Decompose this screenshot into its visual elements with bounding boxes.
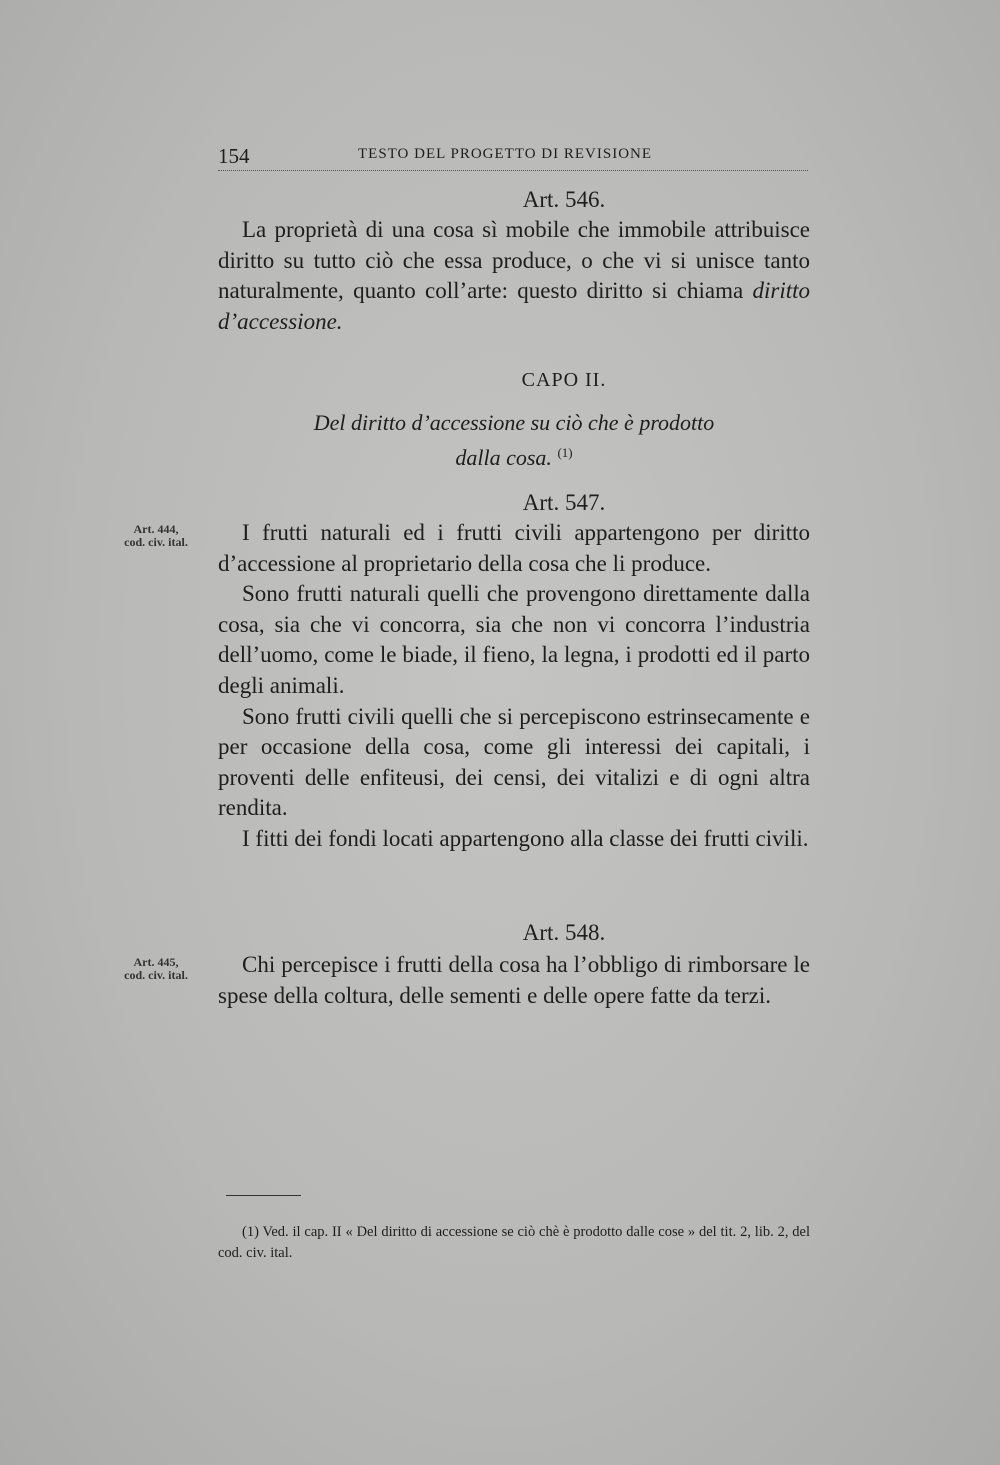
article-547-margin-note — [96, 523, 216, 549]
page-header — [218, 140, 808, 171]
chapter-subtitle-line1: Del diritto d’accessione su ciò che è prodotto — [313, 410, 715, 435]
margin-note-code: cod. civ. ital. — [124, 968, 188, 982]
chapter-subtitle-line2 — [218, 438, 810, 473]
margin-note-code: cod. civ. ital. — [124, 535, 188, 549]
chapter-heading: CAPO II. — [521, 369, 607, 391]
article-546-paragraph — [218, 215, 810, 337]
article-547-body — [218, 518, 810, 855]
article-546-heading: Art. 546. — [522, 187, 606, 212]
article-546-body — [218, 215, 810, 337]
running-title: TESTO DEL PROGETTO DI REVISIONE — [358, 146, 653, 162]
article-547-heading: Art. 547. — [522, 490, 606, 515]
footnote-reference: (1) — [557, 445, 573, 460]
footnote-separator — [226, 1195, 301, 1196]
article-547-paragraph-4: I fitti dei fondi locati appartengono alla classe dei frutti civili. — [242, 825, 809, 851]
article-546-term: diritto d’accessione. — [218, 278, 810, 334]
footnote — [218, 1222, 810, 1264]
article-547-paragraph-3: Sono frutti civili quelli che si percepiscono estrinsecamente e per occasione della cosa, come gli interessi dei capitali, i proventi delle enfiteusi, dei censi, dei vitalizi e di ogni altra rendita. — [218, 703, 810, 821]
margin-note-ref: Art. 444, — [133, 522, 179, 536]
article-548-heading: Art. 548. — [522, 920, 606, 945]
article-547-paragraph-1: I frutti naturali ed i frutti civili appartengono per diritto d’accessione al proprietario della cosa che li produce. — [218, 520, 810, 576]
article-547-paragraph-2: Sono frutti naturali quelli che provengono direttamente dalla cosa, sia che vi concorra, sia che non vi concorra l’industria dell’uomo, come le biade, il fieno, la legna, i prodotti ed il parto degli animali. — [218, 581, 810, 698]
footnote-text: (1) Ved. il cap. II « Del diritto di accessione se ciò chè è prodotto dalle cose » del tit. 2, lib. 2, del cod. civ. ital. — [218, 1224, 810, 1261]
article-548-margin-note — [96, 956, 216, 982]
article-548-body — [218, 950, 810, 1011]
page-number: 154 — [218, 144, 250, 168]
article-548-paragraph-1: Chi percepisce i frutti della cosa ha l’obbligo di rimborsare le spese della coltura, delle sementi e delle opere fatte da terzi. — [218, 952, 810, 1008]
chapter-subtitle-text: dalla cosa. — [455, 445, 552, 470]
article-546-text: La proprietà di una cosa sì mobile che immobile attribuisce diritto su tutto ciò che essa produce, o che vi si unisce tanto naturalmente, quanto coll’arte: questo diritto si chiama — [218, 217, 810, 304]
margin-note-ref: Art. 445, — [133, 955, 179, 969]
